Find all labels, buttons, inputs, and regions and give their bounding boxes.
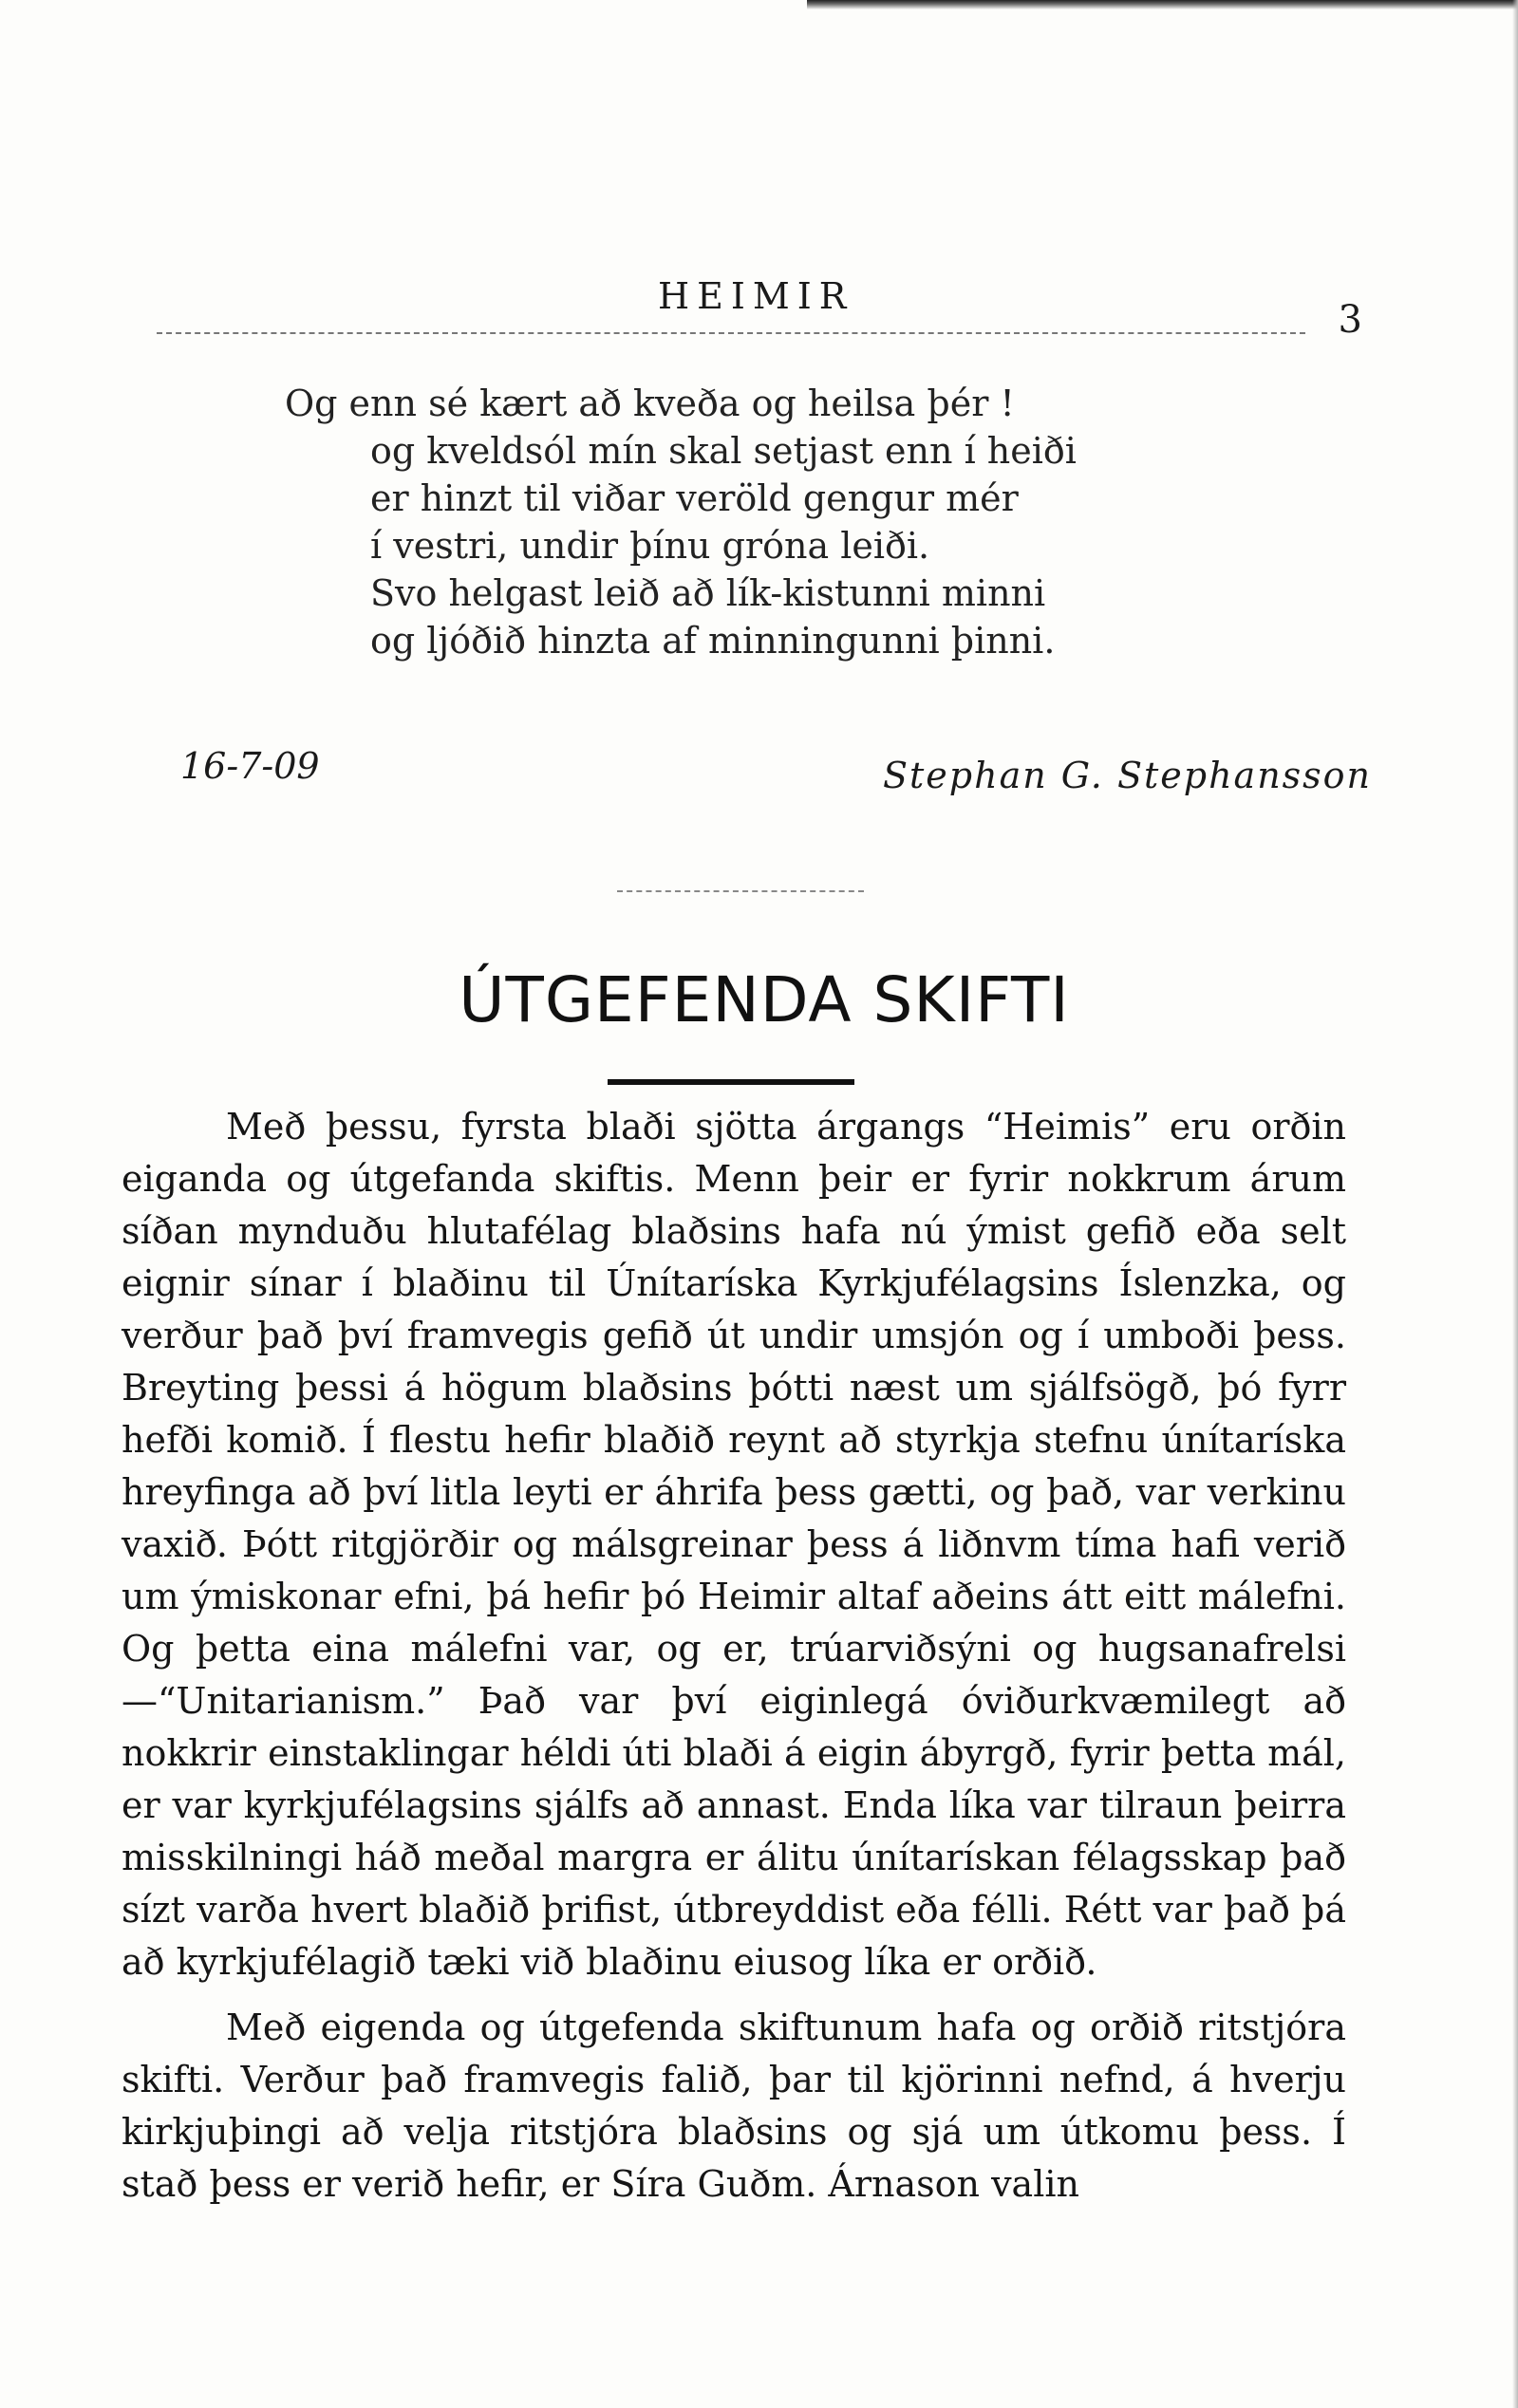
poem-date: 16-7-09 — [180, 745, 320, 787]
article-body — [122, 1101, 1346, 2224]
article-paragraph: Með eigenda og útgefenda skiftunum hafa og orðið ritstjóra skifti. Verður það framvegis falið, þar til kjörinni nefnd, á hverju kirkjuþingi að velja ritstjóra blaðsins og sjá um útkomu þess. Í stað þess er verið hefir, er Síra Guðm. Árnason valin — [122, 2007, 1346, 2205]
scan-edge-shadow — [807, 0, 1518, 9]
article-paragraph: Með þessu, fyrsta blaði sjötta árgangs “Heimis” eru orðin eiganda og útgefanda skiftis. Menn þeir er fyrir nokkrum árum síðan mynduðu hlutafélag blaðsins hafa nú ýmist gefið eða selt eignir sínar í blaðinu til Únítaríska Kyrkjufélagsins Íslenzka, og verður það því framvegis gefið út undir umsjón og í umboði þess. Breyting þessi á högum blaðsins þótti næst um sjálfsögð, þó fyrr hefði komið. Í flestu hefir blaðið reynt að styrkja stefnu únítaríska hreyfinga að því litla leyti er áhrifa þess gætti, og það, var verkinu vaxið. Þótt ritgjörðir og málsgreinar þess á liðnvm tíma hafi verið um ýmiskonar efni, þá hefir þó Heimir altaf aðeins átt eitt málefni. Og þetta eina málefni var, og er, trúarviðsýni og hugsanafrelsi—“Unitarianism.” Það var því eiginlegá óviðurkvæmilegt að nokkrir einstaklingar héldi úti blaði á eigin ábyrgð, fyrir þetta mál, er var kyrkjufélagsins sjálfs að annast. Enda líka var tilraun þeirra misskilningi háð meðal margra er álitu únítarískan félagsskap það sízt varða hvert blaðið þrifist, útbreyddist eða félli. Rétt var það þá að kyrkjufélagið tæki við blaðinu eiusog líka er orðið. — [122, 1106, 1346, 1983]
poem-line: Svo helgast leið að lík-kistunni minni — [370, 572, 1046, 614]
journal-title: HEIMIR — [658, 275, 854, 317]
section-separator — [617, 890, 864, 892]
article-heading: ÚTGEFENDA SKIFTI — [459, 963, 1070, 1036]
page-number: 3 — [1338, 298, 1362, 342]
poem-line: og kveldsól mín skal setjast enn í heiði — [370, 430, 1077, 472]
scan-edge-right — [1512, 0, 1518, 2408]
poem-stanza — [285, 380, 1177, 664]
poem-line: og ljóðið hinzta af minningunni þinni. — [370, 620, 1056, 662]
running-head — [157, 275, 1362, 342]
poem-line: Og enn sé kært að kveða og heilsa þér ! — [285, 383, 1015, 424]
header-rule — [157, 332, 1305, 334]
poem-line: er hinzt til viðar veröld gengur mér — [370, 477, 1019, 519]
poem-line: í vestri, undir þínu gróna leiði. — [370, 525, 930, 567]
poem-author-signature: Stephan G. Stephansson — [883, 755, 1373, 796]
heading-rule — [608, 1079, 854, 1085]
